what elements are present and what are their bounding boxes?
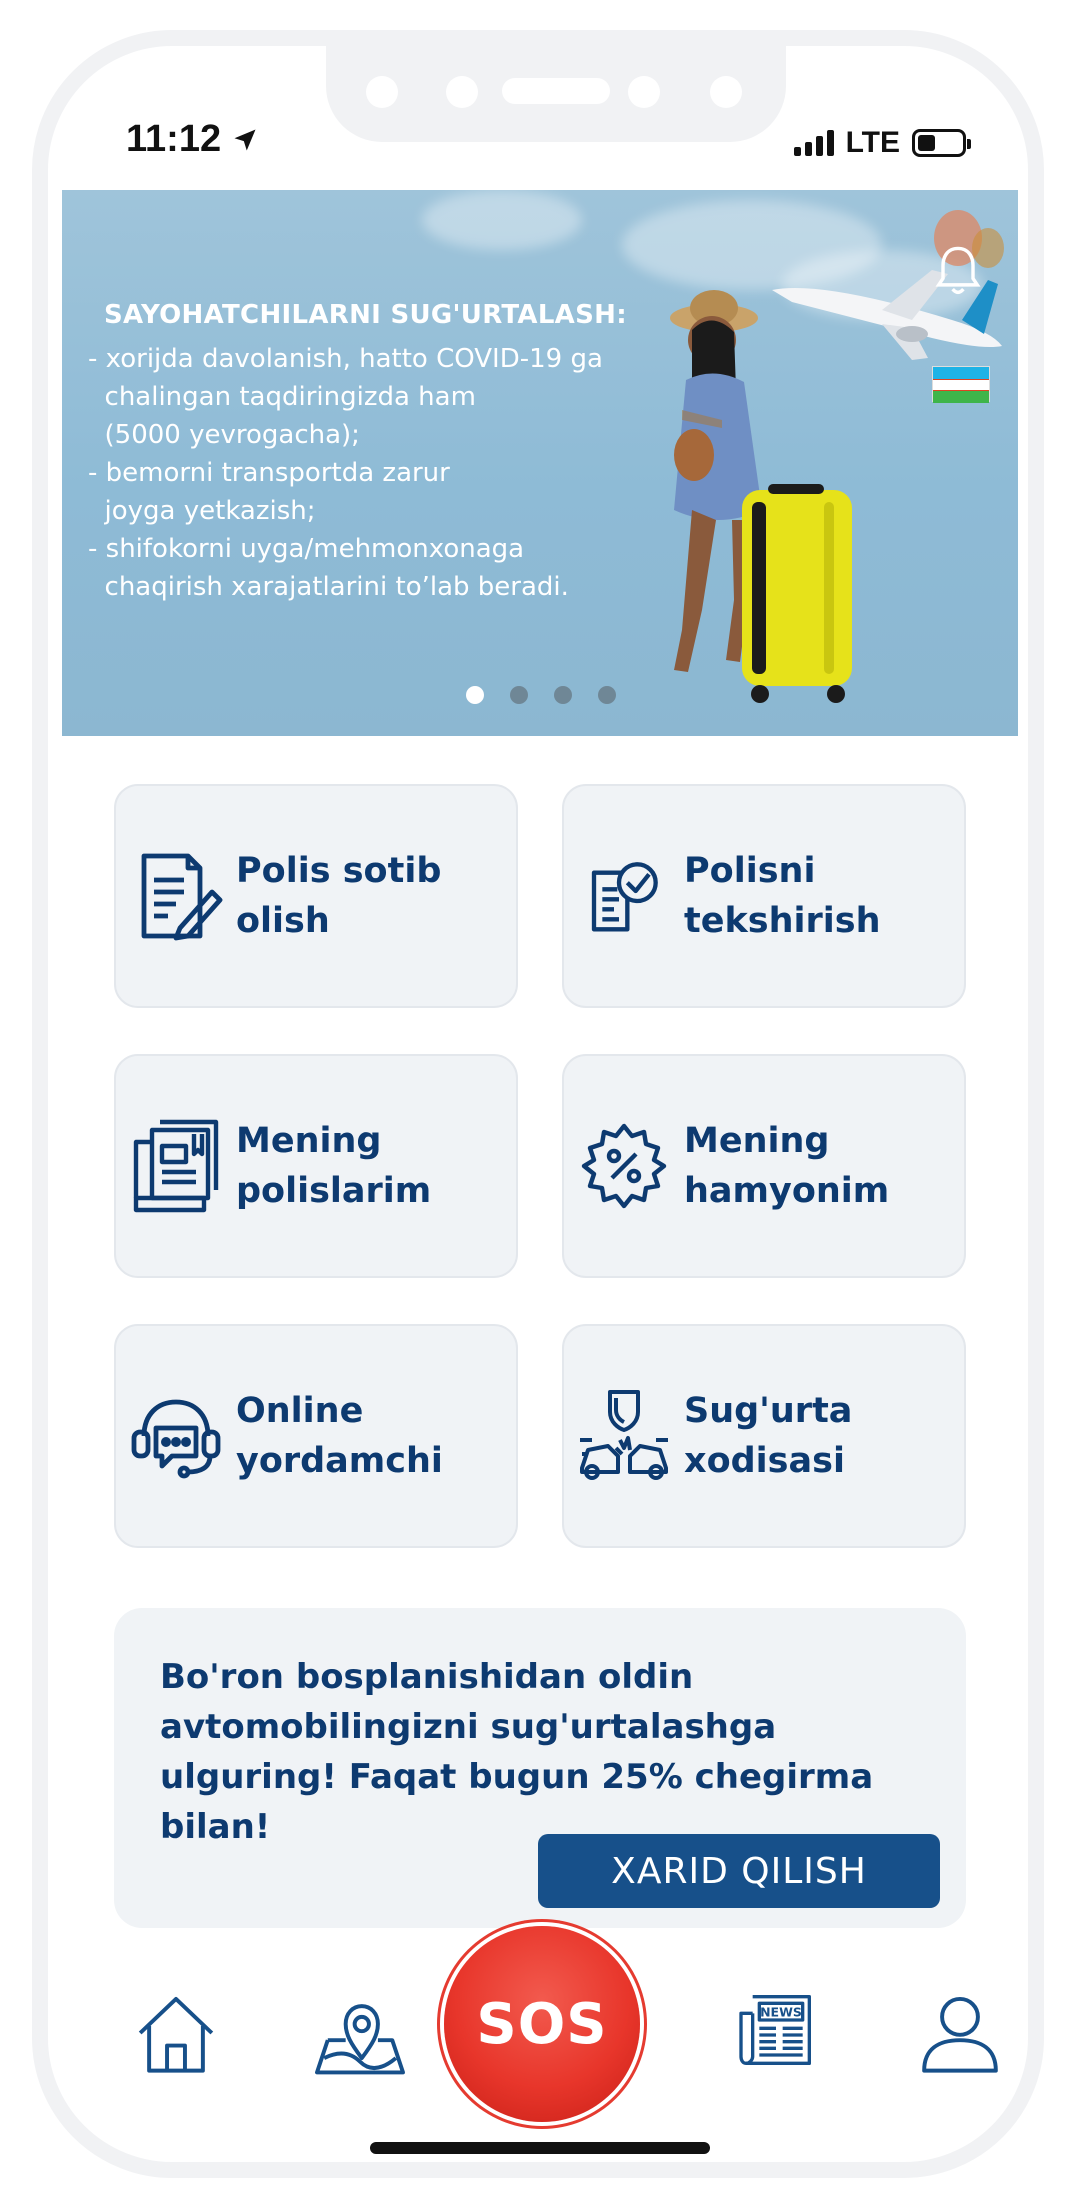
document-pen-icon [126,848,226,944]
notch [326,30,786,142]
promo-banner[interactable] [62,190,1018,736]
banner-title: SAYOHATCHILARNI SUG'URTALASH: [104,300,627,330]
tile-label: Sug'urta xodisasi [684,1391,853,1481]
signal-icon [794,130,834,156]
banner-line: - shifokorni uyga/mehmonxonaga [88,534,525,564]
sos-label: SOS [476,1991,608,2057]
tile-my-wallet[interactable] [562,1054,966,1278]
tile-check-policy[interactable] [562,784,966,1008]
tile-my-policies[interactable] [114,1054,518,1278]
phone-frame [32,30,1044,2178]
profile-icon [917,1990,1003,2076]
promo-card [114,1608,966,1928]
map-pin-icon [312,1990,408,2076]
tile-label: Mening hamyonim [684,1121,890,1211]
home-indicator[interactable] [370,2142,710,2154]
promo-text: Bo'ron bosplanishidan oldin avtomobilingizni sug'urtalashga ulguring! Faqat bugun 25% chegirma bilan! [160,1657,874,1847]
nav-home[interactable] [114,1990,238,2076]
tile-label: Polis sotib olish [236,851,442,941]
files-icon [126,1118,226,1214]
slider-dot[interactable] [554,686,572,704]
banner-line: joyga yetkazish; [88,496,316,526]
location-arrow-icon [231,126,259,154]
banner-line: (5000 yevrogacha); [88,420,360,450]
network-type: LTE [845,126,900,159]
tile-label: Mening polislarim [236,1121,432,1211]
slider-dot[interactable] [510,686,528,704]
nav-news[interactable] [714,1990,838,2070]
status-time-text: 11:12 [126,118,222,160]
headset-icon [126,1388,226,1484]
status-time [126,118,259,161]
tile-label: Polisni tekshirish [684,851,881,941]
discount-badge-icon [574,1118,674,1214]
uzbekistan-flag-icon[interactable] [932,366,990,402]
slider-dot[interactable] [598,686,616,704]
battery-icon [912,129,966,157]
buy-button[interactable]: XARID QILISH [538,1834,940,1908]
home-icon [132,1990,220,2076]
nav-profile[interactable] [898,1990,1022,2076]
banner-line: chaqirish xarajatlarini to’lab beradi. [88,572,569,602]
banner-line: chalingan taqdiringizda ham [88,382,476,412]
tile-online-assistant[interactable] [114,1324,518,1548]
bell-icon[interactable] [932,242,984,302]
banner-line: - xorijda davolanish, hatto COVID-19 ga [88,344,603,374]
slider-dots [466,686,616,704]
news-icon-label: NEWS [760,2004,802,2020]
tile-buy-policy[interactable] [114,784,518,1008]
car-accident-icon [574,1388,674,1484]
tile-label: Online yordamchi [236,1391,443,1481]
tile-insurance-incident[interactable] [562,1324,966,1548]
slider-dot-active[interactable] [466,686,484,704]
news-icon [736,1990,816,2070]
banner-line: - bemorni transportda zarur [88,458,450,488]
status-indicators [794,126,966,160]
screen [48,46,1028,2162]
sos-button[interactable] [444,1926,640,2122]
nav-map[interactable] [298,1990,422,2076]
banner-text [88,340,603,606]
document-check-icon [574,856,674,936]
